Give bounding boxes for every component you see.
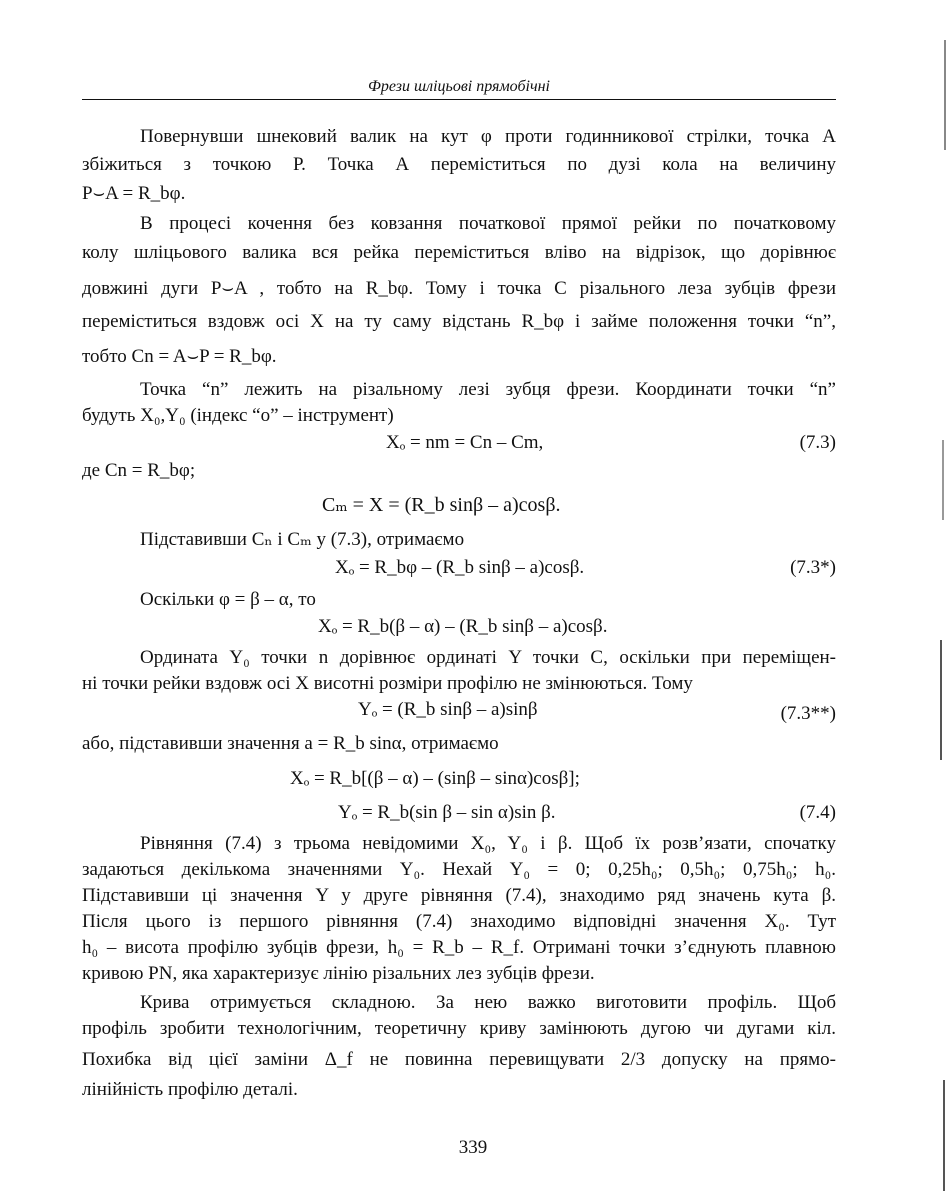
p1-line-3: P⌣A = R_bφ. bbox=[82, 183, 186, 204]
equation-cm: Cₘ = X = (R_b sinβ – a)cosβ. bbox=[322, 494, 561, 516]
equation-7-4-x: Xₒ = R_b[(β – α) – (sinβ – sinα)cosβ]; bbox=[290, 768, 580, 789]
equation-7-3-double-star: Yₒ = (R_b sinβ – a)sinβ bbox=[358, 699, 538, 720]
p6-line-4: лінійність профілю деталі. bbox=[82, 1079, 298, 1100]
p2-line-3: довжині дуги P⌣A , тобто на R_bφ. Тому і точка С різального леза зубців фрези bbox=[82, 278, 836, 299]
equation-7-3: Xₒ = nm = Cn – Cm, bbox=[386, 432, 544, 453]
p2-line-1: В процесі кочення без ковзання початкової прямої рейки по початковому bbox=[140, 213, 836, 234]
p5-line-5: h₀ – висота профілю зубців фрези, h₀ = R_b – R_f. Отримані точки з’єднують плавною bbox=[82, 937, 836, 958]
p4-line-1: Ордината Y₀ точки n дорівнює ординаті Y точки С, оскільки при переміщен- bbox=[140, 647, 836, 668]
scan-edge-bottom bbox=[943, 1080, 945, 1191]
equation-7-4-y: Yₒ = R_b(sin β – sin α)sin β. bbox=[338, 802, 556, 823]
p5-line-4: Після цього із першого рівняння (7.4) знаходимо відповідні значення X₀. Тут bbox=[82, 911, 836, 932]
p2-line-5: тобто Cn = A⌣P = R_bφ. bbox=[82, 346, 277, 367]
scan-edge-mid bbox=[942, 440, 944, 520]
p4-line-2: ні точки рейки вздовж осі X висотні розміри профілю не змінюються. Тому bbox=[82, 673, 693, 694]
p6-line-2: профіль зробити технологічним, теоретичну криву замінюють дугою чи дугами кіл. bbox=[82, 1018, 836, 1039]
p3-line-2: будуть X₀,Y₀ (індекс “o” – інструмент) bbox=[82, 405, 394, 426]
header-rule bbox=[82, 99, 836, 100]
equation-7-3-star-number: (7.3*) bbox=[790, 557, 836, 578]
p3-line-1: Точка “n” лежить на різальному лезі зубця фрези. Координати точки “n” bbox=[140, 379, 836, 400]
p2-line-2: колу шліцьового валика вся рейка переміститься вліво на відрізок, що дорівнює bbox=[82, 242, 836, 263]
p1-line-1: Повернувши шнековий валик на кут φ проти годинникової стрілки, точка А bbox=[140, 126, 836, 147]
scan-edge-lower bbox=[940, 640, 942, 760]
p6-line-3: Похибка від цієї заміни Δ_f не повинна перевищувати 2/3 допуску на прямо- bbox=[82, 1049, 836, 1070]
p5-line-3: Підставивши ці значення Y у друге рівняння (7.4), знаходимо ряд значень кута β. bbox=[82, 885, 836, 906]
equation-7-3-number: (7.3) bbox=[799, 432, 836, 453]
p5-line-2: задаються декількома значеннями Y₀. Нехай Y₀ = 0; 0,25h₀; 0,5h₀; 0,75h₀; h₀. bbox=[82, 859, 836, 880]
equation-7-3-star: Xₒ = R_bφ – (R_b sinβ – a)cosβ. bbox=[335, 557, 585, 578]
p2-line-4: переміститься вздовж осі X на ту саму відстань R_bφ і займе положення точки “n”, bbox=[82, 311, 836, 332]
page-number: 339 bbox=[458, 1137, 488, 1158]
substitution-line: Підставивши Cₙ і Cₘ у (7.3), отримаємо bbox=[140, 529, 465, 550]
equation-7-3-double-star-number: (7.3**) bbox=[780, 703, 836, 724]
p5-line-6: кривою PN, яка характеризує лінію різальних лез зубців фрези. bbox=[82, 963, 595, 984]
p6-line-1: Крива отримується складною. За нею важко виготовити профіль. Щоб bbox=[140, 992, 836, 1013]
definition-cn: де Cn = R_bφ; bbox=[82, 460, 196, 481]
p5-line-1: Рівняння (7.4) з трьома невідомими X₀, Y₀ і β. Щоб їх розв’язати, спочатку bbox=[140, 833, 836, 854]
equation-x0-beta: Xₒ = R_b(β – α) – (R_b sinβ – a)cosβ. bbox=[318, 616, 608, 637]
running-header: Фрези шліцьові прямобічні bbox=[368, 78, 550, 95]
substitution-a-line: або, підставивши значення a = R_b sinα, отримаємо bbox=[82, 733, 499, 754]
equation-7-4-number: (7.4) bbox=[799, 802, 836, 823]
p1-line-2: збіжиться з точкою Р. Точка А переміститься по дузі кола на величину bbox=[82, 154, 836, 175]
since-line: Оскільки φ = β – α, то bbox=[140, 589, 316, 610]
